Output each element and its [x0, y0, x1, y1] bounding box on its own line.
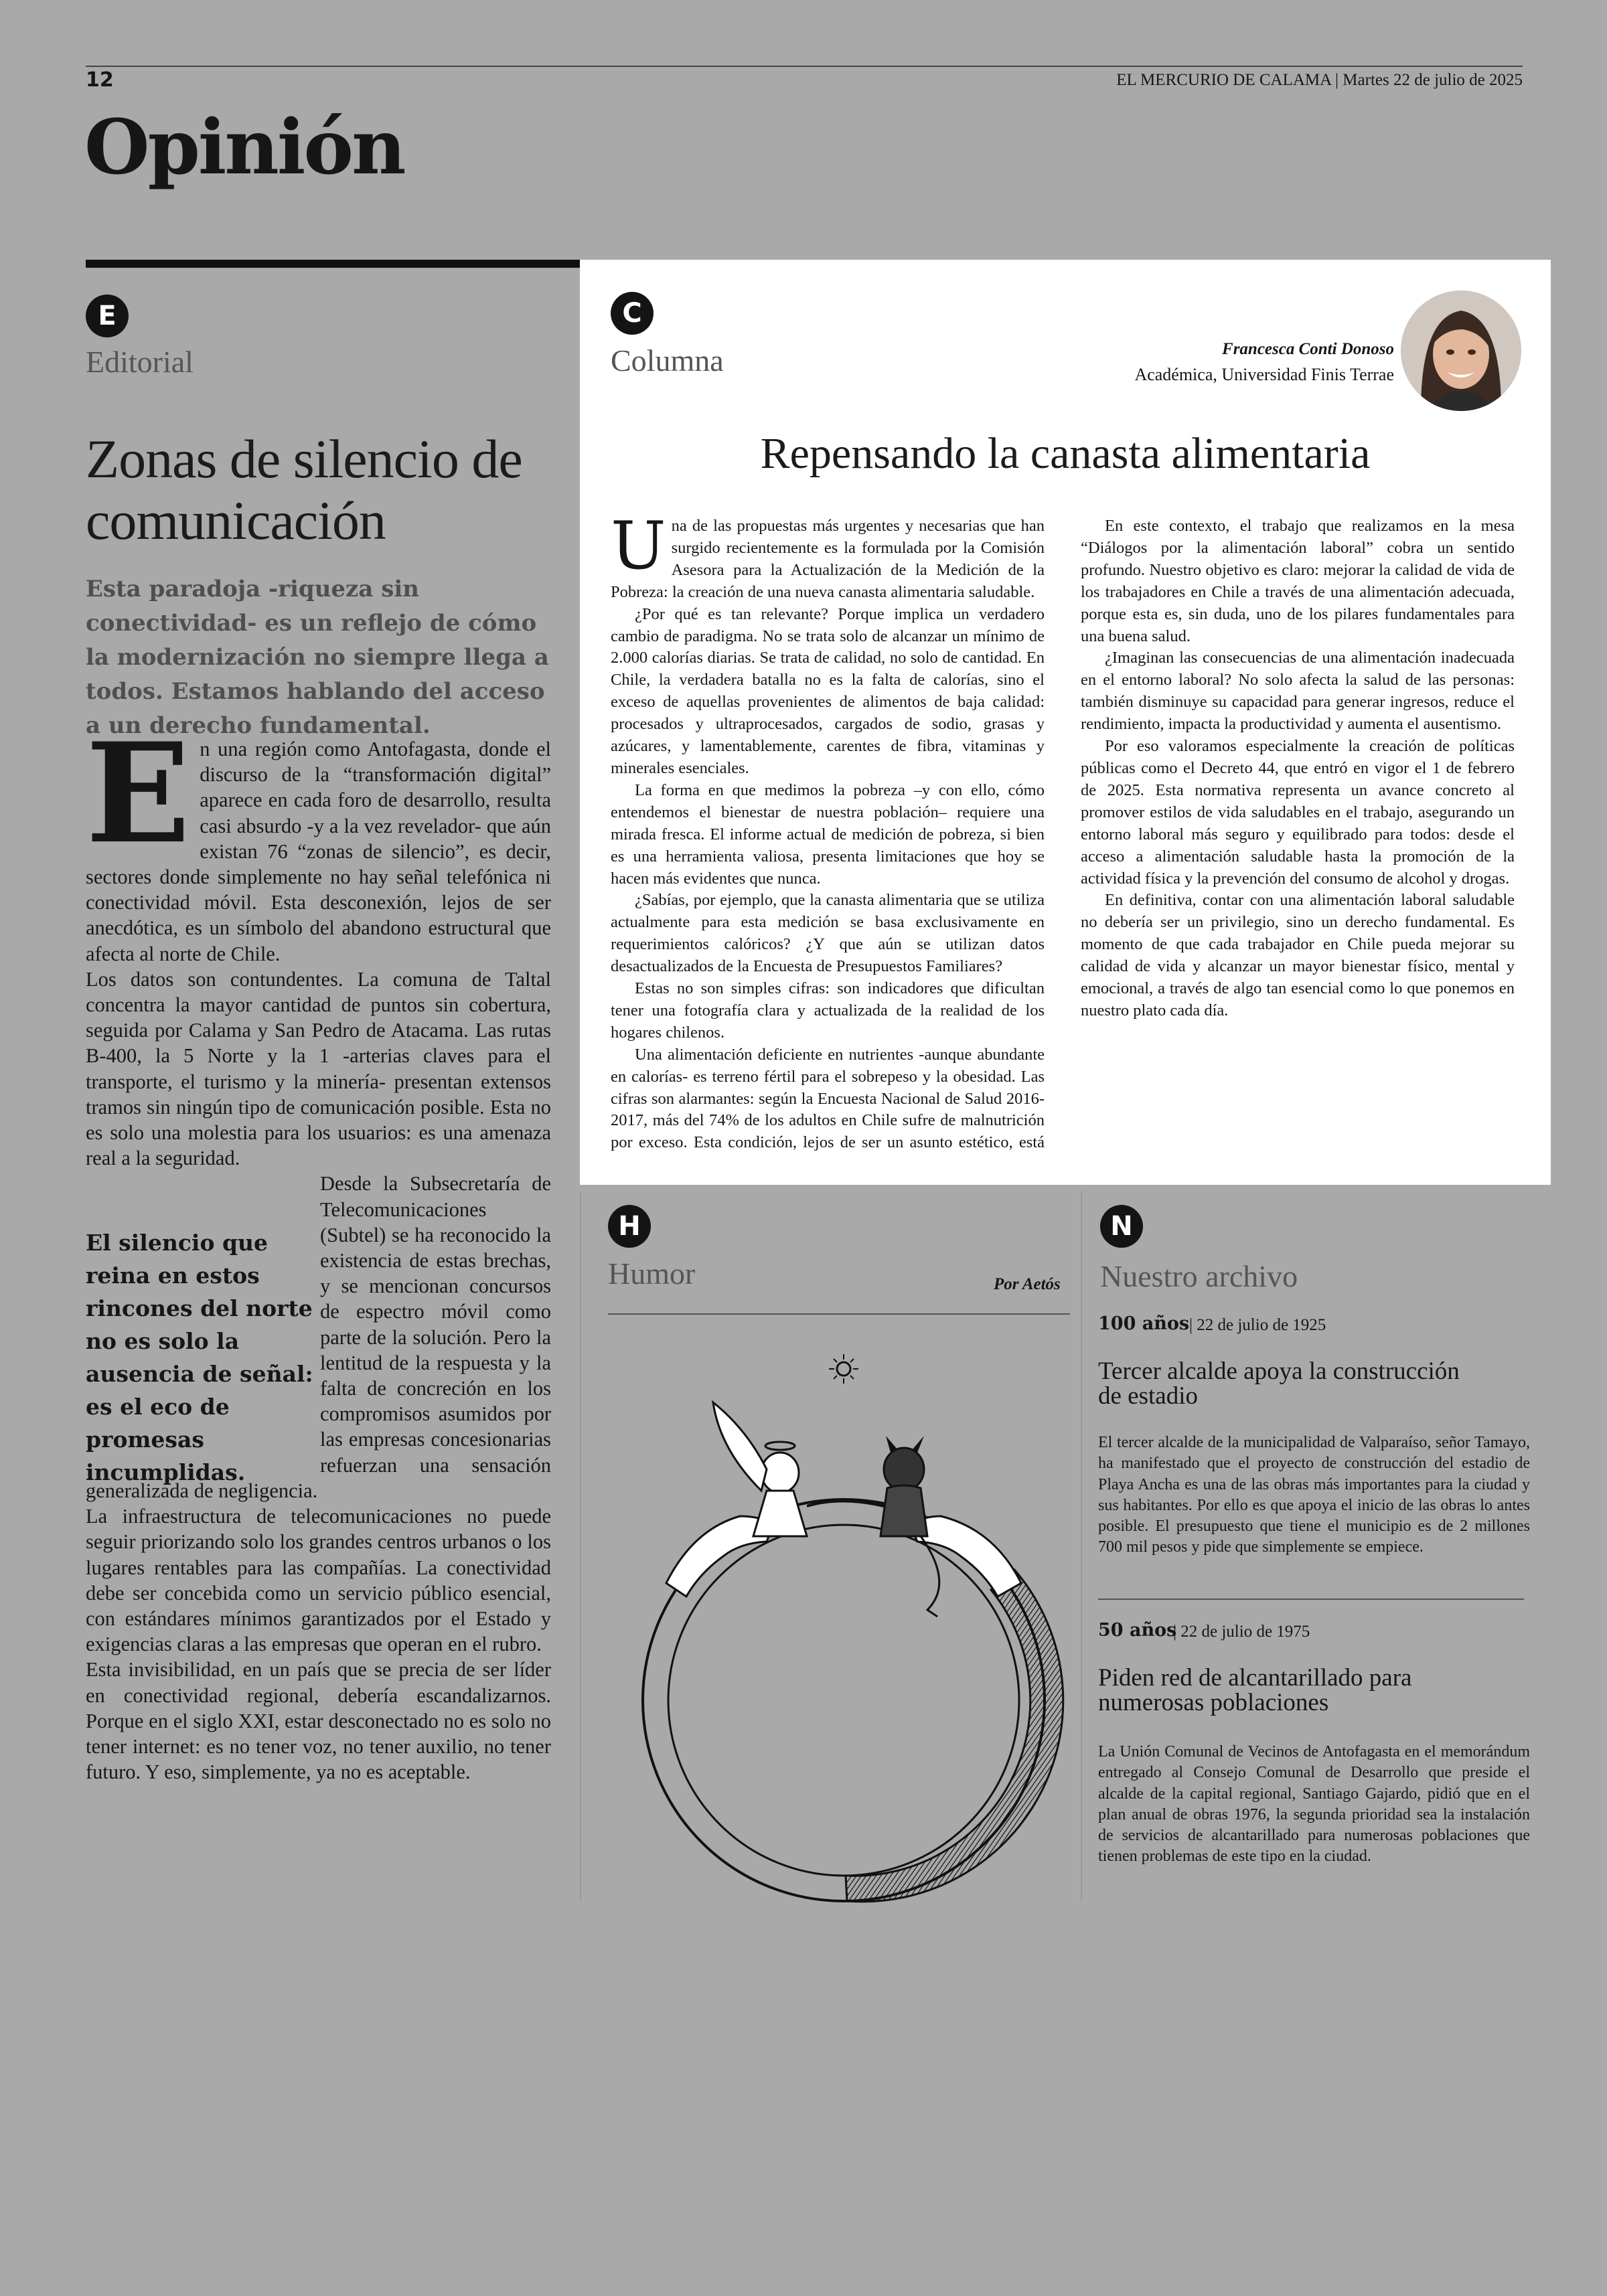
archive-years: 100 años [1098, 1313, 1190, 1334]
cartoon-illustration-icon [606, 1315, 1075, 1918]
humor-rule [608, 1313, 1070, 1315]
column-paragraph: Una alimentación deficiente en nutrientes -aunque abundante en calorías- es terreno fértil para el sobrepeso y la obesidad. Las cifras son alarmantes: según la Encuesta Nacional de Salud 2016-2017, más del 74% de los adultos en Chile sufre de malnutrición por exceso. Esta condición, lejos de ser un asunto estético, está [611, 1045, 1045, 1152]
column-paragraph: En este contexto, el trabajo que realizamos en la mesa “Diálogos por la alimentación laboral” cobra un sentido profundo. Nuestro objetivo es claro: mejorar la calidad de vida de los trabajadores en Chile a través de una alimentación adecuada, porque esta es, sin duda, uno de los pilares fundamentales para una buena salud. [1081, 517, 1515, 645]
column-author-role: Académica, Universidad Finis Terrae [1134, 365, 1394, 384]
archive-date: | 22 de julio de 1975 [1173, 1623, 1310, 1641]
archive-paragraph: La Unión Comunal de Vecinos de Antofagasta en el memorándum entregado al Consejo Comunal de Desarrollo que preside el alcalde de la capital regional, Santiago Gajardo, pidió que en el plan anual de obras 1976, la segunda prioridad sea la instalación de servicios de alcantarillado para numerosas poblaciones que tienen problemas de este tipo en la ciudad. [1098, 1743, 1530, 1866]
archive-years: 50 años [1098, 1620, 1177, 1641]
column-paragraph: Estas no son simples cifras: son indicadores que dificultan tener una fotografía clara y actualizada de la realidad de los hogares chilenos. [611, 979, 1045, 1042]
editorial-paragraph: Desde la Subsecretaría de Telecomunicaciones (Subtel) se ha reconocido la existencia de estas brechas, y se mencionan concursos de espectro móvil como parte de la solución. Pero la lentitud de la respuesta y la falta de concreción en los compromisos asumidos por las empresas concesionarias refuerzan una sensación generalizada de negligencia. [86, 1172, 551, 1502]
column-paragraph: ¿Imaginan las consecuencias de una alimentación inadecuada en el entorno laboral? No solo afecta la salud de las personas: también disminuye su capacidad para generar ingresos, reduce el rendimiento, impacta la productividad y aumenta el ausentismo. [1081, 649, 1515, 734]
editorial-paragraph: La infraestructura de telecomunicaciones no puede seguir priorizando solo los grandes centros urbanos o los lugares rentables para las compañías. La conectividad debe ser concebida como un servicio público esencial, con estándares mínimos garantizados por el Estado y exigencias claras a las empresas que operan en el rubro. [86, 1505, 551, 1656]
humor-kicker: Humor [608, 1256, 696, 1291]
masthead: EL MERCURIO DE CALAMA | Martes 22 de julio de 2025 [1116, 71, 1523, 89]
editorial-badge: E [86, 295, 129, 337]
archive-rule [1098, 1598, 1524, 1600]
column-paragraph: Por eso valoramos especialmente la creación de políticas públicas como el Decreto 44, que entró en vigor el 1 de febrero de 2025. Esta normativa representa un avance concreto al promover estilos de vida saludables en el trabajo, asegurando un entorno laboral más seguro y equilibrado para todos: desde el acceso a alimentación saludable hasta la promoción de la actividad física y la prevención del consumo de alcohol y drogas. [1081, 737, 1515, 888]
editorial-pull-quote: El silencio que reina en estos rincones del norte no es solo la ausencia de señal: es el eco de promesas incumplidas. [86, 1230, 313, 1485]
page-number: 12 [86, 68, 114, 92]
column-badge: C [611, 292, 654, 335]
archive-text [1098, 1742, 1530, 1868]
column-title: Repensando la canasta alimentaria [760, 429, 1371, 478]
column-text-left [611, 508, 1045, 1154]
archive-title: Piden red de alcantarillado para numerosas poblaciones [1098, 1664, 1412, 1716]
archive-date: | 22 de julio de 1925 [1189, 1316, 1326, 1334]
header-rule [86, 66, 1523, 67]
editorial-headline: Zonas de silencio de comunicación [86, 428, 522, 551]
column-paragraph: na de las propuestas más urgentes y necesarias que han surgido recientemente es la formulada por la Comisión Asesora para la Actualización de la Medición de la Pobreza: la creación de una nueva canasta alimentaria saludable. [611, 517, 1045, 601]
column-author: Francesca Conti Donoso [1222, 340, 1394, 358]
archive-text [1098, 1432, 1530, 1558]
author-avatar [1401, 291, 1521, 411]
editorial-dropcap: E [86, 714, 191, 874]
column-separator [1081, 1192, 1082, 1901]
column-separator [580, 1192, 581, 1901]
column-paragraph: En definitiva, contar con una alimentación laboral saludable no debería ser un privilegio, sino un derecho fundamental. Es momento de que cada trabajador en Chile pueda mejorar su calidad de vida y alcanzar un mayor bienestar físico, mental y emocional, a través de algo tan esencial como lo que ponemos en nuestro plato cada día. [1081, 891, 1515, 1019]
humor-badge: H [608, 1205, 651, 1248]
column-kicker: Columna [611, 343, 724, 378]
column-paragraph: ¿Sabías, por ejemplo, que la canasta alimentaria que se utiliza actualmente para esta medición se basa exclusivamente en requerimientos calóricos? ¿Y que aún se utilizan datos desactualizados de la Encuesta de Presupuestos Familiares? [611, 891, 1045, 976]
archive-title: Tercer alcalde apoya la construcción de estadio [1098, 1358, 1460, 1410]
author-portrait-icon [1401, 291, 1521, 411]
column-paragraph: La forma en que medimos la pobreza –y con ello, cómo entendemos el bienestar de nuestra población– requiere una mirada fresca. El informe actual de medición de pobreza, si bien es una herramienta valiosa, presenta limitaciones que hoy se hacen más evidentes que nunca. [611, 781, 1045, 888]
humor-author: Por Aetós [994, 1275, 1061, 1293]
archive-paragraph: El tercer alcalde de la municipalidad de Valparaíso, señor Tamayo, ha manifestado que el proyecto de construcción del estadio de Playa Ancha es una de las obras más importantes para la ciudad y sus habitantes. Por ello es que apoya el inicio de las obras lo antes posible. El presupuesto que tiene el municipio es de 2 millones 700 mil pesos y pide que simplemente se empiece. [1098, 1434, 1530, 1556]
column-paragraph: ¿Por qué es tan relevante? Porque implica un verdadero cambio de paradigma. No se trata solo de alcanzar un mínimo de 2.000 calorías diarias. Se trata de calidad, no solo de cantidad. En Chile, la verdadera batalla no es la falta de calorías, sino el exceso de aquellas provenientes de alimentos de baja calidad: procesados y ultraprocesados, cargados de sodio, grasas y azúcares, y lamentablemente, carentes de fibra, vitaminas y minerales esenciales. [611, 604, 1045, 777]
section-title: Opinión [84, 104, 404, 191]
humor-cartoon [606, 1315, 1075, 1918]
archive-badge: N [1100, 1205, 1143, 1248]
column-dropcap: U [611, 508, 666, 584]
editorial-paragraph: Esta invisibilidad, en un país que se precia de ser líder en conectividad regional, debería escandalizarnos. Porque en el siglo XXI, estar desconectado no es solo no tener internet: es no tener voz, no tener auxilio, no tener futuro. Y eso, simplemente, ya no es aceptable. [86, 1658, 551, 1784]
editorial-paragraph: Los datos son contundentes. La comuna de Taltal concentra la mayor cantidad de puntos sin cobertura, seguida por Calama y San Pedro de Atacama. Las rutas B-400, la 5 Norte y la 1 -arterias claves para el transporte, el turismo y la minería- presentan extensos tramos sin ningún tipo de comunicación posible. Esta no es solo una molestia para los usuarios: es una amenaza real a la seguridad. [86, 967, 551, 1170]
archive-kicker: Nuestro archivo [1100, 1259, 1298, 1293]
column-text-right [1081, 515, 1515, 1022]
editorial-paragraph: n una región como Antofagasta, donde el discurso de la “transformación digital” aparece en cada foro de desarrollo, resulta casi absurdo -y a la vez revelador- que aún existan 76 “zonas de silencio”, es decir, sectores donde simplemente no hay señal telefónica ni conectividad móvil. Esta desconexión, lejos de ser anecdótica, es un símbolo del abandono estructural que afecta al norte de Chile. [86, 738, 551, 965]
editorial-lead: Esta paradoja -riqueza sin conectividad- es un reflejo de cómo la modernización no siempre llega a todos. Estamos hablando del acceso a un derecho fundamental. [86, 576, 549, 739]
editorial-kicker: Editorial [86, 345, 194, 379]
